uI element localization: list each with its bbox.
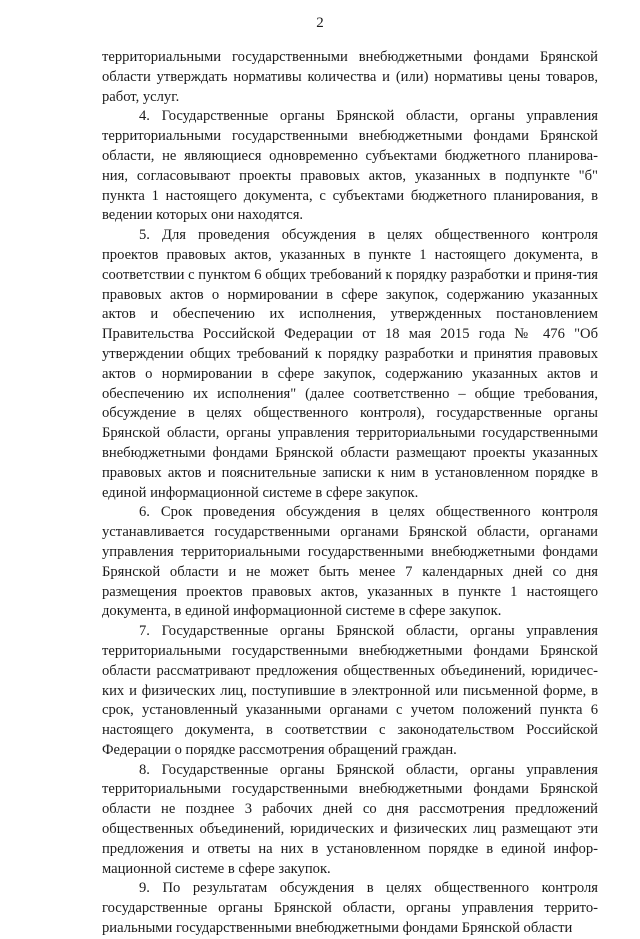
- document-body: [102, 48, 598, 939]
- paragraph-continuation: территориальными государственными внебюджетными фондами Брянской области утверждать нормативы количества и (или) нормативы цены товаров, работ, услуг.: [102, 49, 598, 105]
- paragraph-item-7: 7. Государственные органы Брянской области, органы управления территориальными государственными внебюджетными фондами Брянской области рассматривают предложения общественных объединений, юридичес-ких и физических лиц, поступившие в электронной или письменной форме, в срок, установленный указанными органами с учетом положений пункта 6 настоящего документа, в соответствии с законодательством Российской Федерации о порядке рассмотрения обращений граждан.: [102, 623, 598, 758]
- page-number: 2: [316, 15, 324, 31]
- paragraph-item-9: 9. По результатам обсуждения в целях общественного контроля государственные органы Брянской области, органы управления террито-риальными государственными внебюджетными фондами Брянской области: [102, 880, 598, 937]
- paragraph-item-5: 5. Для проведения обсуждения в целях общественного контроля проектов правовых актов, указанных в пункте 1 настоящего документа, в соответствии с пунктом 6 общих требований к порядку разработки и приня-тия правовых актов о нормировании в сфере закупок, содержанию указанных актов и обеспечению их исполнения, утвержденных постановлением Правительства Российской Федерации от 18 мая 2015 года № 476 "Об утверждении общих требований к порядку разработки и принятия правовых актов о нормировании в сфере закупок, содержанию указанных актов и обеспечению их исполнения" (далее соответственно – общие требования, обсуждение в целях общественного контроля), государственные органы Брянской области, органы управления территориальными государственными внебюджетными фондами Брянской области размещают проекты указанных правовых актов и пояснительные записки к ним в установленном порядке в единой информационной системе в сфере закупок.: [102, 227, 598, 501]
- paragraph-item-4: 4. Государственные органы Брянской области, органы управления территориальными государственными внебюджетными фондами Брянской области, не являющиеся одновременно субъектами бюджетного планирова-ния, согласовывают проекты правовых актов, указанных в подпункте "б" пункта 1 настоящего документа, с субъектами бюджетного планирования, в ведении которых они находятся.: [102, 108, 598, 224]
- paragraph-item-6: 6. Срок проведения обсуждения в целях общественного контроля устанавливается государственными органами Брянской области, органами управления территориальными государственными внебюджетными фондами Брянской области и не может быть менее 7 календарных дней со дня размещения проектов правовых актов, указанных в пункте 1 настоящего документа, в единой информационной системе в сфере закупок.: [102, 504, 598, 620]
- paragraph-item-8: 8. Государственные органы Брянской области, органы управления территориальными государственными внебюджетными фондами Брянской области не позднее 3 рабочих дней со дня рассмотрения предложений общественных объединений, юридических и физических лиц размещают эти предложения и ответы на них в установленном порядке в единой инфор-мационной системе в сфере закупок.: [102, 761, 598, 877]
